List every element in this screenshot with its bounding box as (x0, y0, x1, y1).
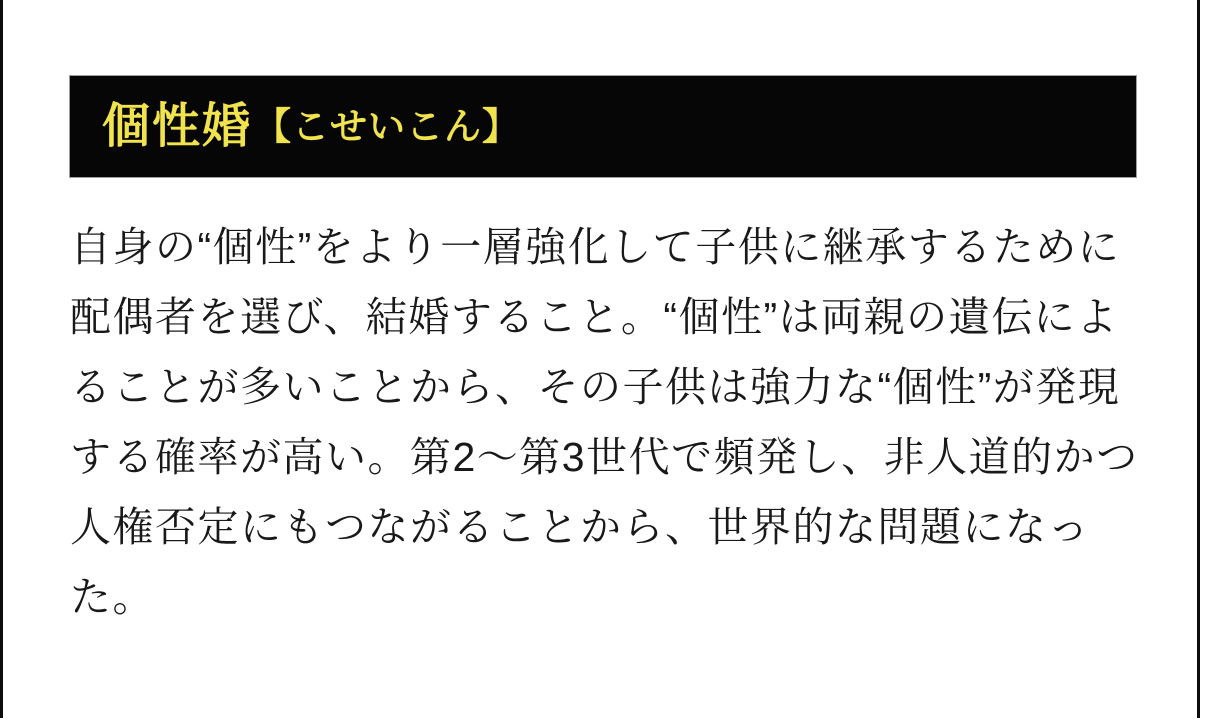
definition-line: する確率が高い。第2〜第3世代で頻発し、非人道的かつ (70, 434, 1139, 480)
definition-line: ることが多いことから、その子供は強力な“個性”が発現 (70, 364, 1121, 410)
definition-text (70, 212, 1160, 632)
right-edge-line (1197, 0, 1200, 718)
definition-line: 配偶者を選び、結婚すること。“個性”は両親の遺伝によ (70, 294, 1119, 340)
definition-line: 自身の“個性”をより一層強化して子供に継承するために (70, 224, 1121, 270)
definition-line: 人権否定にもつながることから、世界的な問題になっ (70, 504, 1090, 550)
definition-line: た。 (70, 574, 155, 620)
term-reading: 【こせいこん】 (254, 106, 521, 147)
term-title: 個性婚 (102, 99, 253, 153)
left-edge-line (0, 0, 3, 718)
term-header-bar (70, 76, 1136, 177)
